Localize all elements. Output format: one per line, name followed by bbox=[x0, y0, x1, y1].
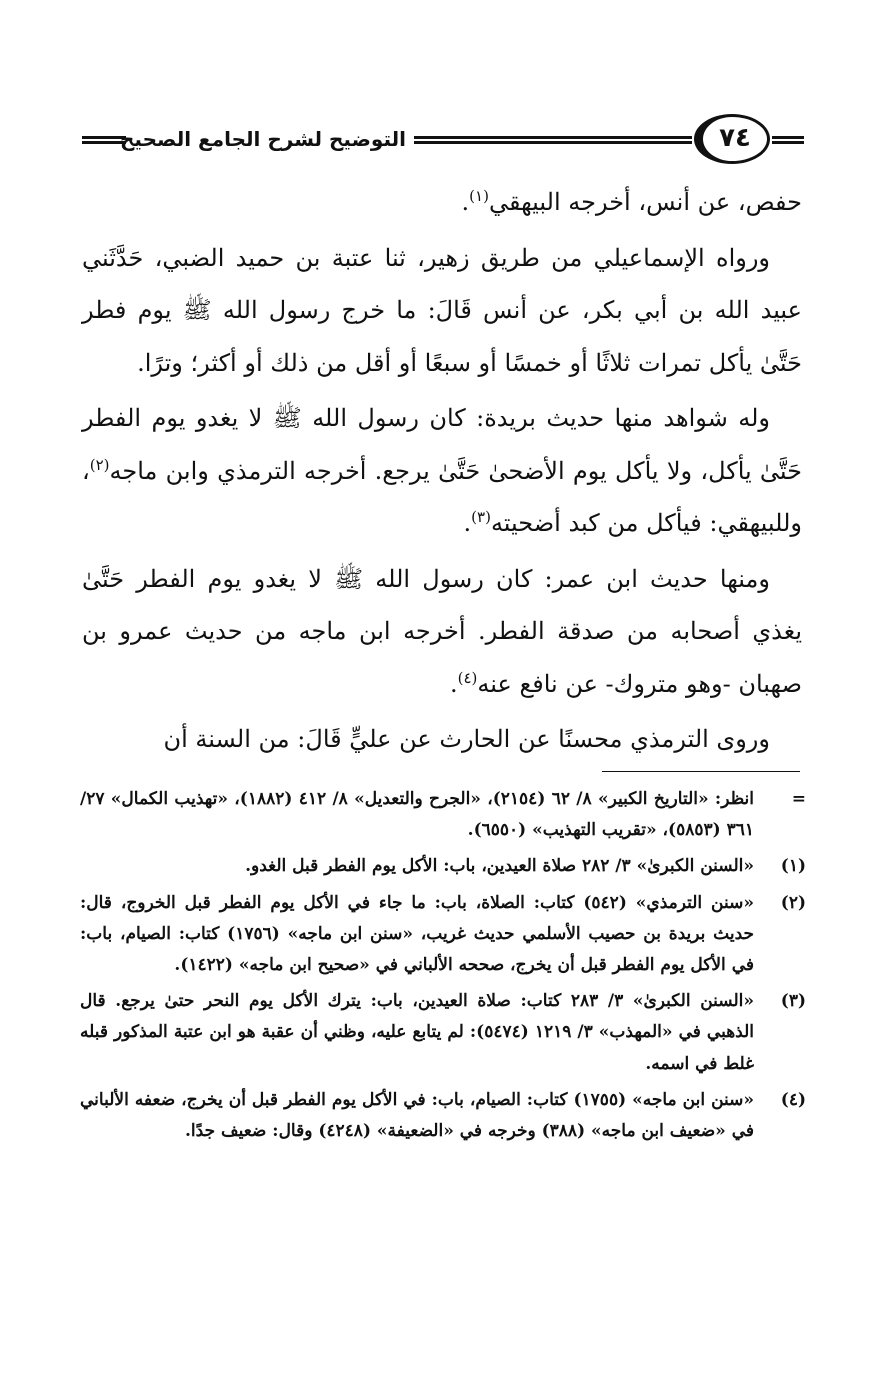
paragraph-end: . bbox=[461, 188, 470, 216]
footnote-ref: (٤) bbox=[457, 668, 478, 687]
footnote-marker: (٣) bbox=[780, 991, 806, 1012]
footnote-item bbox=[80, 986, 806, 1080]
footnote-marker: (٤) bbox=[780, 1089, 806, 1110]
footnote-text: «سنن ابن ماجه» (١٧٥٥) كتاب: الصيام، باب: في الأكل يوم الفطر قبل أن يخرج، ضعفه الألباني في «ضعيف ابن ماجه» (٣٨٨) وخرجه في «الضعيفة» (٤٢٤٨) وقال: ضعيف جدًا. bbox=[80, 1089, 755, 1142]
footnote-marker: = bbox=[791, 789, 806, 809]
running-title: التوضيح لشرح الجامع الصحيح bbox=[120, 127, 406, 151]
main-text bbox=[82, 176, 802, 769]
footnote-text: «سنن الترمذي» (٥٤٢) كتاب: الصلاة، باب: ما جاء في الأكل يوم الفطر قبل الخروج، قال: حديث بريدة بن حصيب الأسلمي حديث غريب، «سنن ابن ماجه» (١٧٥٦) كتاب: الصيام، باب: في الأكل يوم الفطر قبل أن يخرج، صححه الألباني في «صحيح ابن ماجه» (١٤٢٢). bbox=[80, 892, 755, 976]
footnote-ref: (٣) bbox=[471, 508, 491, 526]
header-double-rule bbox=[414, 136, 692, 144]
footnote-marker: (٢) bbox=[780, 892, 806, 913]
paragraph: ورواه الإسماعيلي من طريق زهير، ثنا عتبة بن حميد الضبي، حَدَّثَني عبيد الله بن أبي بكر، عن أنس قَالَ: ما خرج رسول الله ﷺ يوم فطر حَتَّىٰ يأكل تمرات ثلاثًا أو خمسًا أو سبعًا أو أقل من ذلك أو أكثر؛ وترًا. bbox=[82, 243, 802, 377]
footnotes bbox=[80, 784, 806, 1152]
paragraph-text: حفص، عن أنس، أخرجه البيهقي bbox=[488, 188, 802, 216]
footnote-ref: (١) bbox=[469, 187, 489, 205]
paragraph bbox=[82, 553, 802, 711]
paragraph-end: . bbox=[449, 669, 458, 698]
paragraph-text: وله شواهد منها حديث بريدة: كان رسول الله ﷺ لا يغدو يوم الفطر حَتَّىٰ يأكل، ولا يأكل يوم الأضحىٰ حَتَّىٰ يرجع. أخرجه الترمذي وابن ماجه bbox=[82, 404, 802, 485]
footnote-item bbox=[80, 888, 806, 982]
header-double-rule bbox=[772, 136, 804, 144]
footnote-ref: (٢) bbox=[89, 455, 110, 474]
paragraph bbox=[82, 392, 802, 550]
paragraph-end: . bbox=[463, 509, 472, 537]
footnote-item bbox=[80, 1085, 806, 1147]
paragraph: وروى الترمذي محسنًا عن الحارث عن عليٍّ قَالَ: من السنة أن bbox=[163, 725, 770, 753]
footnote-marker: (١) bbox=[780, 856, 806, 877]
paragraph-text: ومنها حديث ابن عمر: كان رسول الله ﷺ لا يغدو يوم الفطر حَتَّىٰ يغذي أصحابه من صدقة الفطر. أخرجه ابن ماجه من حديث عمرو بن صهبان -وهو متروك- عن نافع عنه bbox=[82, 564, 803, 698]
footnote-text: انظر: «التاريخ الكبير» ٨/ ٦٢ (٢١٥٤)، «الجرح والتعديل» ٨/ ٤١٢ (١٨٨٢)، «تهذيب الكمال» ٢٧/ ٣٦١ (٥٨٥٣)، «تقريب التهذيب» (٦٥٥٠). bbox=[80, 789, 754, 841]
running-header bbox=[82, 114, 802, 170]
footnote-item bbox=[80, 784, 806, 846]
page-number: ٧٤ bbox=[694, 114, 770, 164]
footnote-item bbox=[80, 851, 806, 882]
footnote-separator bbox=[602, 771, 800, 772]
footnote-text: «السنن الكبرىٰ» ٣/ ٢٨٣ كتاب: صلاة العيدين، باب: يترك الأكل يوم النحر حتىٰ يرجع. قال الذهبي في «المهذب» ٣/ ١٢١٩ (٥٤٧٤): لم يتابع عليه، وظني أن عقبة هو ابن عتبة المذكور قبله غلط في اسمه. bbox=[80, 991, 754, 1074]
footnote-text: «السنن الكبرىٰ» ٣/ ٢٨٢ صلاة العيدين، باب: الأكل يوم الفطر قبل الغدو. bbox=[245, 856, 754, 877]
paragraph bbox=[82, 176, 802, 229]
paragraph-text: ، وللبيهقي: فيأكل من كبد أضحيته bbox=[82, 456, 802, 537]
